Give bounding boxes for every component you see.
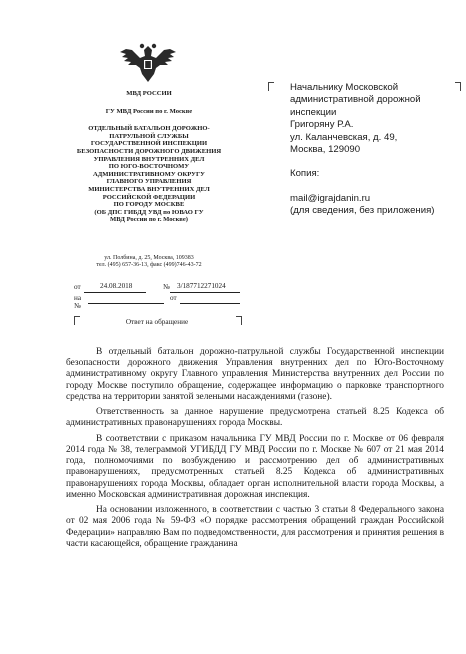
unit-line: (ОБ ДПС ГИБДД УВД по ЮВАО ГУ — [94, 208, 204, 216]
addressee-line: инспекции — [290, 106, 337, 118]
addressee-block — [290, 82, 460, 218]
unit-line: МВД России по г. Москве) — [110, 216, 188, 224]
number-label: № — [163, 283, 170, 291]
unit-line: УПРАВЛЕНИЯ ВНУТРЕННИХ ДЕЛ — [93, 155, 205, 163]
unit-line: ПО ЮГО-ВОСТОЧНОМУ — [108, 163, 190, 171]
sender-phone-line: тел. (495) 657-36-13, факс (499)746-43-72 — [96, 262, 202, 269]
unit-line: ПО ГОРОДУ МОСКВЕ — [113, 201, 185, 209]
reference-date-label: от — [170, 294, 177, 302]
mvd-emblem-icon — [118, 40, 178, 86]
copy-note: (для сведения, без приложения) — [290, 205, 435, 217]
date-label: от — [74, 283, 81, 291]
letter-date: 24.08.2018 — [100, 282, 133, 290]
letter-body — [66, 347, 444, 554]
copy-label: Копия: — [290, 168, 320, 180]
ministry-name: МВД РОССИИ — [126, 90, 172, 97]
body-paragraph: В отдельный батальон дорожно-патрульной службы Государственной инспекции безопасности дорожного движения Управления внутренних дел по Юго-Восточному административному округу Главного управления Министерства внутренних дел России по городу Москве поступило обращение, содержащее информацию о парковке транспортного средства на территории занятой зелеными насаждениями (газоне). — [66, 347, 444, 402]
date-underline — [84, 292, 146, 293]
unit-line: РОССИЙСКОЙ ФЕДЕРАЦИИ — [102, 193, 196, 201]
sender-address — [60, 255, 238, 269]
reference-date-underline — [180, 303, 240, 304]
body-paragraph: На основании изложенного, в соответствии с частью 3 статьи 8 Федерального закона от 02 мая 2006 года № 59-ФЗ «О порядке рассмотрения обращений граждан Российской Федерации» направляю Вам по подведомственности, для рассмотрения и принятия решения в части касающейся, обращение гражданина — [66, 505, 444, 549]
reference-number-underline — [88, 303, 164, 304]
addressee-line: Москва, 129090 — [290, 144, 361, 156]
unit-line: БЕЗОПАСНОСТИ ДОРОЖНОГО ДВИЖЕНИЯ — [76, 147, 222, 155]
unit-name — [60, 125, 238, 224]
unit-line: ПАТРУЛЬНОЙ СЛУЖБЫ — [109, 132, 189, 140]
addressee-line: Григоряну Р.А. — [290, 119, 354, 131]
body-paragraph: В соответствии с приказом начальника ГУ МВД России по г. Москве от 06 февраля 2014 года № 38, телеграммой УГИБДД ГУ МВД России по г. Москве № 607 от 21 мая 2014 года, полномочиями по возбуждению и рассмотрению дел об административных правонарушениях, предусмотренных статьей 8.25 Кодекса об административных правонарушениях города Москвы, обладает орган исполнительной власти города Москвы, а именно Московская административная дорожная инспекция. — [66, 433, 444, 500]
reference-number-label: на № — [74, 294, 82, 310]
sender-header — [60, 90, 238, 224]
unit-line: ГЛАВНОГО УПРАВЛЕНИЯ — [106, 178, 192, 186]
addressee-line: административной дорожной — [290, 94, 421, 106]
unit-line: ОТДЕЛЬНЫЙ БАТАЛЬОН ДОРОЖНО- — [88, 125, 210, 133]
addressee-bracket-left — [268, 82, 274, 91]
addressee-line: ул. Каланчевская, д. 49, — [290, 131, 398, 143]
sender-address-line: ул. Полбина, д. 25, Москва, 109383 — [104, 255, 194, 261]
unit-line: ГОСУДАРСТВЕННОЙ ИНСПЕКЦИИ — [90, 140, 208, 148]
department-name: ГУ МВД России по г. Москве — [105, 107, 193, 115]
number-underline — [170, 292, 240, 293]
letter-subject: Ответ на обращение — [125, 318, 189, 326]
copy-email: mail@igrajdanin.ru — [290, 192, 371, 204]
unit-line: АДМИНИСТРАТИВНОМУ ОКРУГУ — [93, 170, 205, 178]
body-paragraph: Ответственность за данное нарушение предусмотрена статьей 8.25 Кодекса об административных правонарушениях города Москвы. — [66, 407, 444, 429]
addressee-line: Начальнику Московской — [290, 82, 399, 93]
letter-number: 3/187712271024 — [177, 282, 226, 290]
unit-line: МИНИСТЕРСТВА ВНУТРЕННИХ ДЕЛ — [88, 185, 210, 193]
